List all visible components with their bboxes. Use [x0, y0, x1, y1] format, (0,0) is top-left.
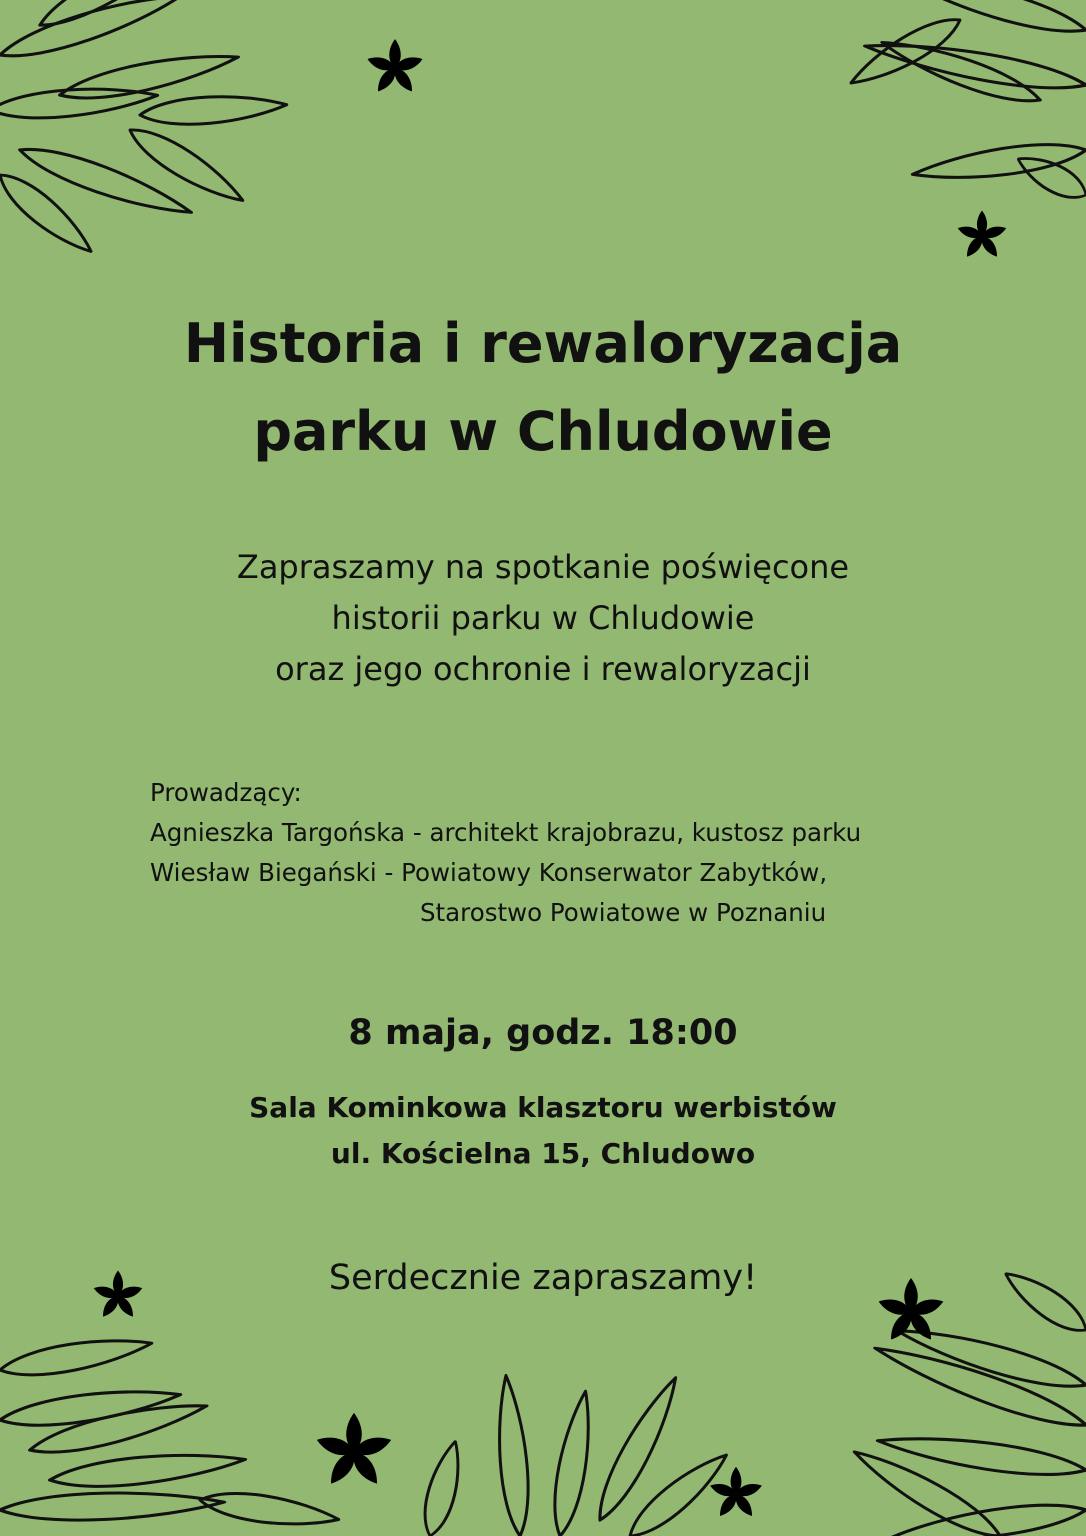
intro-line-2: historii parku w Chludowie	[331, 599, 755, 637]
intro-line-3: oraz jego ochronie i rewaloryzacji	[275, 650, 811, 688]
title-line-2: parku w Chludowie	[253, 400, 833, 463]
event-date: 8 maja, godz. 18:00	[348, 1013, 738, 1053]
event-venue	[0, 1085, 1086, 1177]
closing-text: Serdecznie zapraszamy!	[328, 1258, 758, 1298]
host-1: Agnieszka Targońska - architekt krajobrazu, kustosz parku	[150, 818, 862, 847]
hosts-heading: Prowadzący:	[150, 778, 302, 807]
invitation-text	[0, 542, 1086, 695]
host-2-organization: Starostwo Powiatowe w Poznaniu	[420, 898, 827, 927]
host-2: Wiesław Biegański - Powiatowy Konserwator Zabytków,	[150, 858, 828, 887]
intro-line-1: Zapraszamy na spotkanie poświęcone	[236, 548, 850, 586]
venue-line-1: Sala Kominkowa klasztoru werbistów	[249, 1091, 837, 1124]
hosts-section	[150, 773, 1010, 933]
page-title	[0, 300, 1086, 476]
title-line-1: Historia i rewaloryzacja	[183, 312, 903, 375]
venue-line-2: ul. Kościelna 15, Chludowo	[330, 1137, 756, 1170]
